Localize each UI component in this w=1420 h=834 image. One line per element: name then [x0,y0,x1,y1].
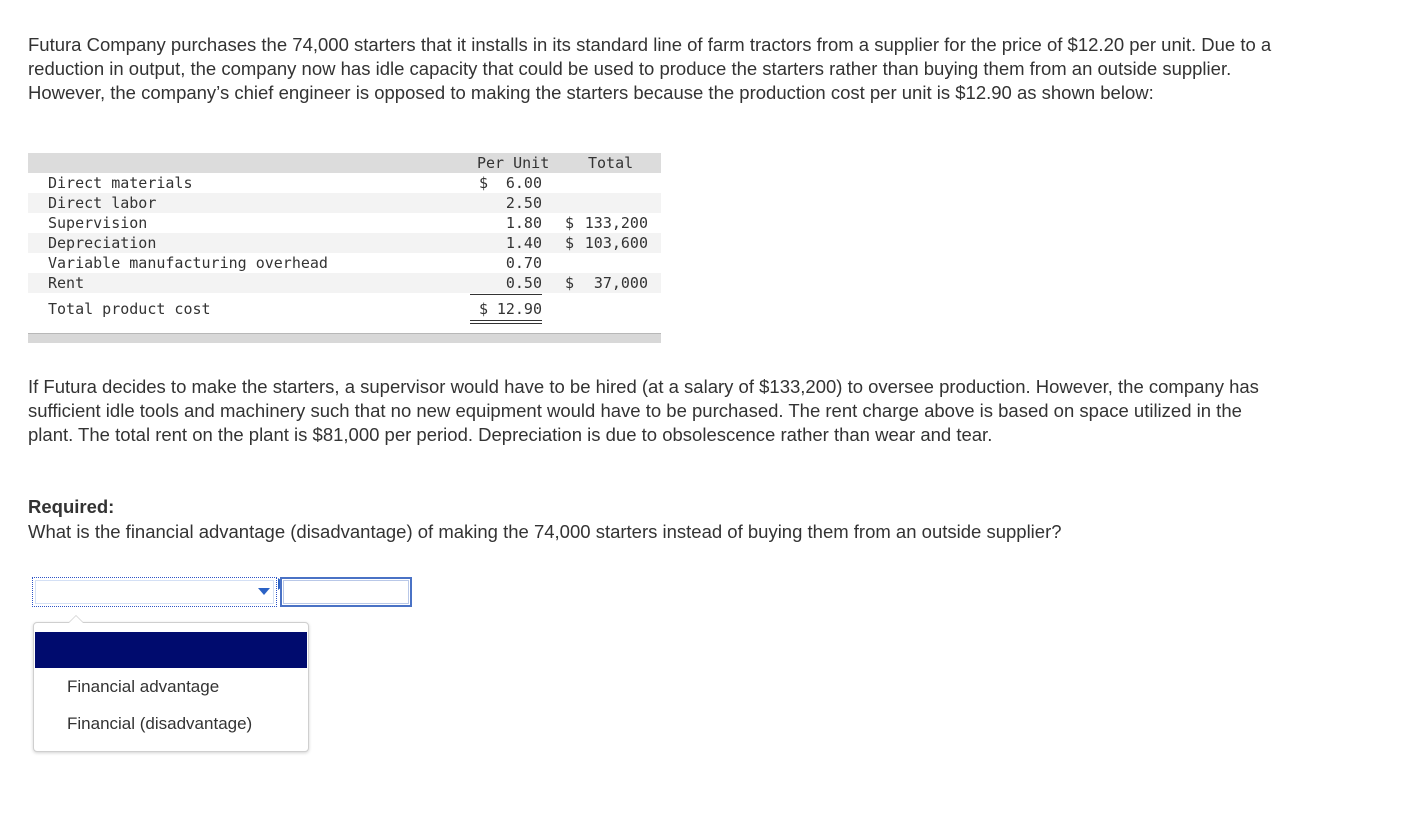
intro-paragraph: Futura Company purchases the 74,000 starters that it installs in its standard line of farm tractors from a supplier for the price of $12.20 per unit. Due to a reduction in output, the company now has idle capacity that could be used to produce the starters rather than buying them from an outside supplier. However, the company’s chief engineer is opposed to making the starters because the production cost per unit is $12.90 as shown below: [28,34,1272,103]
row-label: Variable manufacturing overhead [48,254,328,272]
dropdown-menu [33,622,309,752]
total-row-prefix: $ [479,300,489,318]
caret-down-icon[interactable] [258,588,270,595]
total-prefix: $ [565,274,575,292]
total-prefix: $ [565,234,575,252]
row-label: Direct labor [48,194,157,212]
table-footer-band [28,333,661,343]
header-total: Total [588,154,634,172]
header-per-unit: Per Unit [477,154,550,172]
second-paragraph: If Futura decides to make the starters, a supervisor would have to be hired (at a salary of $133,200) to oversee production. However, the company has sufficient idle tools and machinery such that no new equipment would have to be purchased. The rent charge above is based on space utilized in the plant. The total rent on the plant is $81,000 per period. Depreciation is due to obsolescence rather than wear and tear. [28,376,1259,445]
total-row-value: 12.90 [496,300,542,318]
dropdown-notch-inner [69,616,83,623]
total-value: 133,200 [584,214,648,232]
select-inner-border [35,580,274,604]
per-unit-value: 1.40 [505,234,542,252]
per-unit-value: 0.50 [505,274,542,292]
total-row-label: Total product cost [48,300,211,318]
row-label: Supervision [48,214,148,232]
required-question: What is the financial advantage (disadvantage) of making the 74,000 starters instead of buying them from an outside supplier? [28,521,1062,542]
double-underline-top [470,320,542,321]
row-label: Direct materials [48,174,193,192]
dropdown-option-financial-disadvantage[interactable]: Financial (disadvantage) [67,714,253,733]
row-label: Rent [48,274,85,292]
required-heading: Required: [28,496,115,517]
dropdown-option-financial-advantage[interactable]: Financial advantage [67,677,220,696]
total-prefix: $ [565,214,575,232]
cost-table [28,153,661,343]
per-unit-value: 0.70 [505,254,542,272]
per-unit-value: 6.00 [505,174,542,192]
per-unit-value: 2.50 [505,194,542,212]
table-header-band [28,153,661,173]
per-unit-value: 1.80 [505,214,542,232]
dropdown-option-blank[interactable] [35,632,307,668]
per-unit-prefix: $ [479,174,489,192]
row-label: Depreciation [48,234,157,252]
total-value: 37,000 [593,274,648,292]
total-value: 103,600 [584,234,648,252]
subtotal-underline [470,294,542,295]
amount-input[interactable] [280,577,412,607]
double-underline-bottom [470,323,542,324]
answer-select[interactable] [32,577,277,607]
